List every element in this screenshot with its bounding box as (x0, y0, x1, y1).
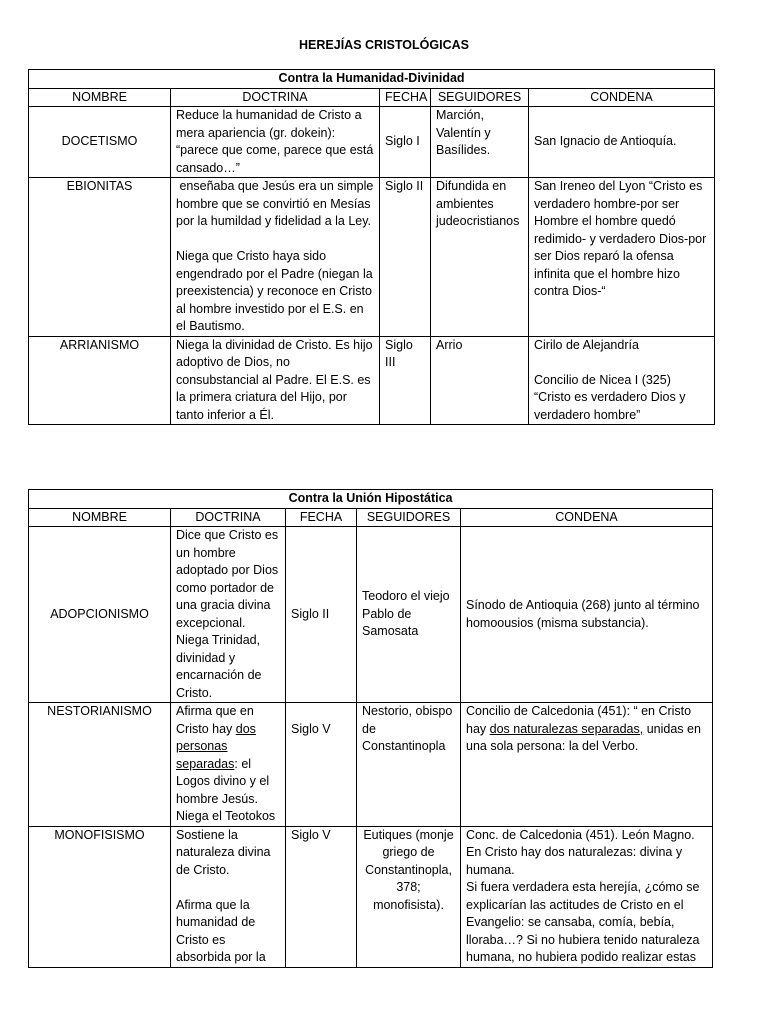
row-nombre: ARRIANISMO (29, 336, 171, 425)
row-condena: San Ireneo del Lyon “Cristo es verdadero hombre-por ser Hombre el hombre quedó redimido- y verdadero Dios-por ser Dios reparó la ofensa infinita que el hombre hizo contra Dios-“ (529, 178, 715, 337)
table-row (29, 527, 713, 703)
table-header-row (29, 88, 715, 107)
header-condena: CONDENA (461, 508, 713, 527)
row-condena: Sínodo de Antioquia (268) junto al término homoousios (misma substancia). (461, 527, 713, 703)
condena-text: unidas en una sola persona: la del Verbo. (466, 721, 701, 753)
row-seguidores: Eutiques (monje griego de Constantinopla, 378; monofisista). (357, 826, 461, 967)
table-row (29, 178, 715, 337)
condena-underlined: dos naturalezas separadas, (489, 721, 644, 736)
condena-paragraph: Cirilo de Alejandría (534, 337, 639, 352)
header-nombre: NOMBRE (29, 88, 171, 107)
table-row (29, 826, 713, 967)
header-doctrina: DOCTRINA (171, 508, 286, 527)
row-doctrina (171, 178, 380, 337)
row-fecha: Siglo V (286, 703, 357, 827)
doctrina-paragraph: Niega que Cristo haya sido engendrado por el Padre (niegan la preexistencia) y reconoce en Cristo al hombre investido por el E.S. en el Bautismo. (176, 249, 373, 333)
row-fecha: Siglo V (286, 826, 357, 967)
doctrina-paragraph: enseñaba que Jesús era un simple hombre que se convirtió en Mesías por la humildad y fidelidad a la Ley. (176, 179, 377, 228)
row-seguidores: Marción, Valentín y Basílides. (431, 107, 529, 178)
row-doctrina: Reduce la humanidad de Cristo a mera apariencia (gr. dokein): “parece que come, parece que está cansado…” (171, 107, 380, 178)
row-doctrina (171, 703, 286, 827)
table-header-row (29, 508, 713, 527)
header-seguidores: SEGUIDORES (357, 508, 461, 527)
row-condena (461, 826, 713, 967)
doctrina-underlined: dos personas separadas (176, 721, 256, 771)
row-nombre: DOCETISMO (29, 107, 171, 178)
condena-paragraph: Si fuera verdadera esta herejía, ¿cómo se explicarían las actitudes de Cristo en el Evangelio: se cansaba, comía, bebía, lloraba…? Si no hubiera tenido naturaleza humana, no hubiera podido realizar estas (466, 880, 700, 964)
row-nombre: NESTORIANISMO (29, 703, 171, 827)
table-row (29, 336, 715, 425)
doctrina-text: : el Logos divino y el hombre Jesús. Niega el Teotokos (176, 756, 276, 823)
row-fecha: Siglo III (380, 336, 431, 425)
row-seguidores: Arrio (431, 336, 529, 425)
row-nombre: EBIONITAS (29, 178, 171, 337)
table-union-hipostatica (28, 489, 713, 968)
row-fecha: Siglo II (380, 178, 431, 337)
document-title: HEREJÍAS CRISTOLÓGICAS (299, 38, 469, 52)
header-fecha: FECHA (380, 88, 431, 107)
header-seguidores: SEGUIDORES (431, 88, 529, 107)
row-seguidores: Difundida en ambientes judeocristianos (431, 178, 529, 337)
row-seguidores: Teodoro el viejo Pablo de Samosata (357, 527, 461, 703)
header-nombre: NOMBRE (29, 508, 171, 527)
doctrina-text: Afirma que en Cristo hay (176, 704, 254, 736)
header-condena: CONDENA (529, 88, 715, 107)
doctrina-paragraph: Sostiene la naturaleza divina de Cristo. (176, 827, 271, 877)
condena-text: Concilio de Calcedonia (451): “ en Cristo hay (466, 704, 692, 736)
doctrina-paragraph: Afirma que la humanidad de Cristo es absorbida por la (176, 897, 266, 964)
table-row (29, 107, 715, 178)
header-doctrina: DOCTRINA (171, 88, 380, 107)
row-condena (461, 703, 713, 827)
row-seguidores: Nestorio, obispo de Constantinopla (357, 703, 461, 827)
header-fecha: FECHA (286, 508, 357, 527)
table-humanidad-divinidad (28, 69, 715, 425)
row-condena: San Ignacio de Antioquía. (529, 107, 715, 178)
row-nombre: ADOPCIONISMO (29, 527, 171, 703)
row-fecha: Siglo I (380, 107, 431, 178)
condena-paragraph: Concilio de Nicea I (325) “Cristo es verdadero Dios y verdadero hombre” (534, 372, 686, 422)
row-doctrina: Niega la divinidad de Cristo. Es hijo adoptivo de Dios, no consubstancial al Padre. El E.S. es la primera criatura del Hijo, por tanto inferior a Él. (171, 336, 380, 425)
table-row (29, 703, 713, 827)
row-doctrina (171, 826, 286, 967)
row-fecha: Siglo II (286, 527, 357, 703)
condena-paragraph: Conc. de Calcedonia (451). León Magno. En Cristo hay dos naturalezas: divina y humana. (466, 827, 695, 877)
row-condena (529, 336, 715, 425)
row-doctrina: Dice que Cristo es un hombre adoptado por Dios como portador de una gracia divina excepcional. Niega Trinidad, divinidad y encarnación de Cristo. (171, 527, 286, 703)
table-caption: Contra la Humanidad-Divinidad (29, 70, 715, 89)
table-caption: Contra la Unión Hipostática (29, 490, 713, 509)
row-nombre: MONOFISISMO (29, 826, 171, 967)
